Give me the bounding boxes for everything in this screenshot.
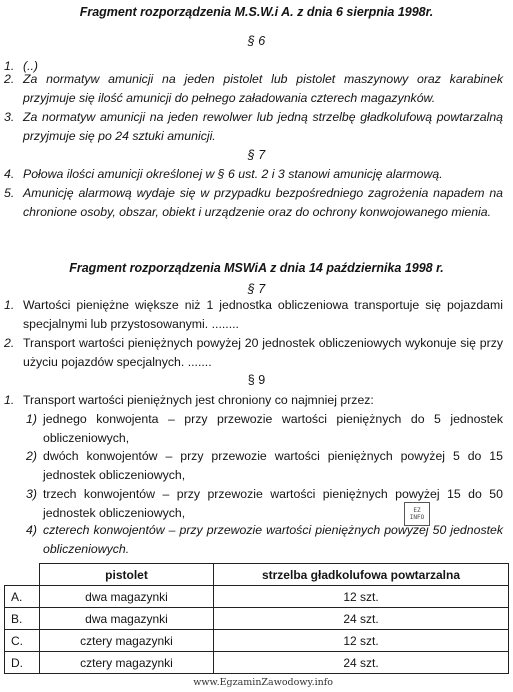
fragment1-item-4: Połowa ilości amunicji określonej w § 6 ust. 2 i 3 stanowi amunicję alarmową. [23, 167, 443, 181]
fragment1-title: Fragment rozporządzenia M.S.W.i A. z dnia 6 sierpnia 1998r. [79, 5, 434, 19]
item-number: 2. [4, 72, 15, 86]
answer-pistolet: cztery magazynki [40, 630, 214, 652]
answer-label: B. [5, 608, 40, 630]
item-number: 5. [4, 186, 15, 200]
answer-strzelba: 12 szt. [214, 586, 509, 608]
fragment2-section-9: § 9 [247, 373, 266, 387]
subitem-number: 1) [26, 412, 37, 426]
item-number: 1. [4, 59, 15, 73]
fragment1-item-1: (..) [23, 59, 39, 73]
answer-pistolet: cztery magazynki [40, 652, 214, 674]
answers-table [4, 563, 509, 674]
item-number: 1. [4, 298, 15, 312]
answer-pistolet: dwa magazynki [40, 586, 214, 608]
table-row [5, 652, 509, 674]
fragment2-section-7: § 7 [247, 282, 266, 296]
answer-strzelba: 24 szt. [214, 652, 509, 674]
footer-url: www.EgzaminZawodowy.info [193, 677, 333, 688]
fragment2-subitem-1: jednego konwojenta – przy przewozie wartości pieniężnych do 5 jednostek obliczeniowych, [43, 412, 503, 445]
item-number: 2. [4, 336, 15, 350]
table-row [5, 608, 509, 630]
item-number: 3. [4, 110, 15, 124]
table-header-row [5, 564, 509, 586]
table-row [5, 630, 509, 652]
table-header-blank [5, 564, 40, 586]
subitem-number: 4) [26, 523, 37, 537]
fragment2-item-2: Transport wartości pieniężnych powyżej 20 jednostek obliczeniowych wykonuje się przy użyciu pojazdów specjalnych. ....... [23, 336, 503, 369]
answer-strzelba: 12 szt. [214, 630, 509, 652]
answer-pistolet: dwa magazynki [40, 608, 214, 630]
table-header-pistolet: pistolet [40, 564, 214, 586]
answer-strzelba: 24 szt. [214, 608, 509, 630]
answer-label: A. [5, 586, 40, 608]
fragment2-item-1: Wartości pieniężne większe niż 1 jednostka obliczeniowa transportuje się pojazdami specjalnymi lub przystosowanymi. ........ [23, 298, 503, 331]
answer-label: C. [5, 630, 40, 652]
fragment2-title: Fragment rozporządzenia MSWiA z dnia 14 października 1998 r. [69, 261, 444, 275]
fragment1-item-3: Za normatyw amunicji na jeden rewolwer lub jedną strzelbę gładkolufową powtarzalną przyjmuje się po 24 sztuki amunicji. [23, 110, 503, 143]
watermark-stamp: EZ INFO [404, 502, 430, 526]
fragment2-subitem-2: dwóch konwojentów – przy przewozie wartości pieniężnych powyżej 5 do 15 jednostek obliczeniowych, [43, 449, 503, 482]
subitem-number: 2) [26, 449, 37, 463]
answer-label: D. [5, 652, 40, 674]
fragment2-paragraph-9-item-1: Transport wartości pieniężnych jest chroniony co najmniej przez: [23, 393, 374, 407]
item-number: 1. [4, 393, 15, 407]
fragment1-item-2: Za normatyw amunicji na jeden pistolet lub pistolet maszynowy oraz karabinek przyjmuje się ilość amunicji do pełnego załadowania czterech magazynków. [23, 72, 503, 105]
table-header-strzelba: strzelba gładkolufowa powtarzalna [214, 564, 509, 586]
fragment1-section-7: § 7 [247, 148, 266, 162]
fragment2-subitem-4: czterech konwojentów – przy przewozie wartości pieniężnych powyżej 50 jednostek obliczeniowych. [43, 523, 503, 556]
subitem-number: 3) [26, 487, 37, 501]
table-row [5, 586, 509, 608]
fragment1-section-6: § 6 [247, 34, 266, 48]
item-number: 4. [4, 167, 15, 181]
fragment2-subitem-3: trzech konwojentów – przy przewozie wartości pieniężnych powyżej 15 do 50 jednostek obliczeniowych, [43, 487, 503, 520]
fragment1-item-5: Amunicję alarmową wydaje się w przypadku bezpośredniego zagrożenia napadem na chronione osoby, obszar, obiekt i urządzenie oraz do ochrony konwojowanego mienia. [23, 186, 503, 219]
